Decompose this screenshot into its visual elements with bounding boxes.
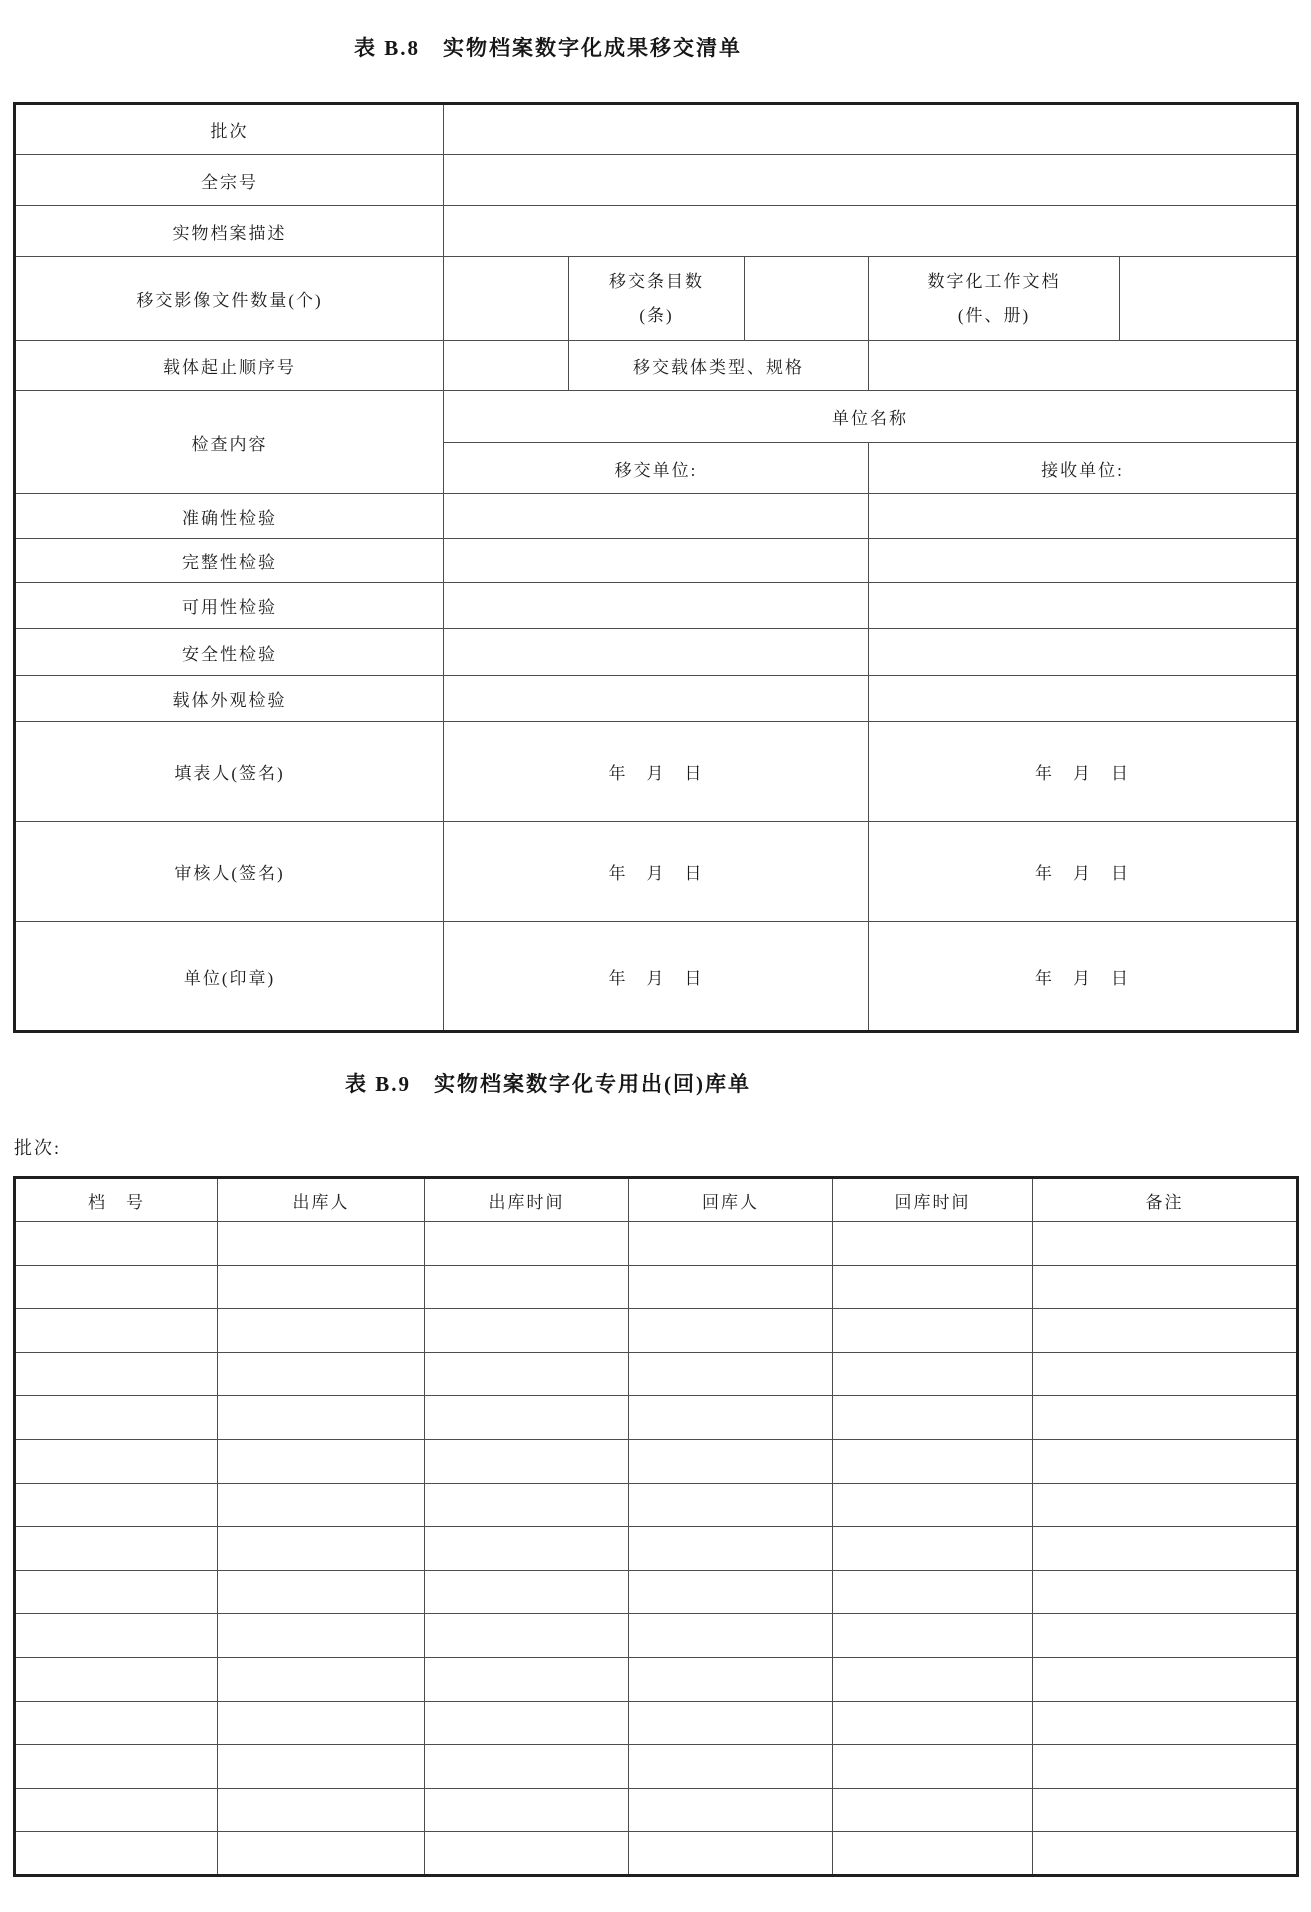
b9-empty-cell — [833, 1657, 1033, 1701]
b9-empty-cell — [833, 1832, 1033, 1876]
b9-empty-cell — [425, 1701, 629, 1745]
b9-empty-cell — [833, 1788, 1033, 1832]
b9-empty-cell — [15, 1570, 218, 1614]
b9-empty-cell — [629, 1352, 833, 1396]
b9-empty-cell — [15, 1396, 218, 1440]
b8-label-entry-count-line2: (条) — [639, 305, 674, 325]
b8-label-check-security: 安全性检验 — [15, 629, 444, 676]
b8-date-reviewer-transfer: 年 月 日 — [444, 822, 869, 922]
b8-row-batch — [15, 104, 1298, 155]
b9-empty-cell — [833, 1614, 1033, 1658]
table-b9-title: 表 B.9 实物档案数字化专用出(回)库单 — [345, 1072, 751, 1096]
b8-row-unit-seal — [15, 922, 1298, 1032]
b9-empty-cell — [218, 1439, 425, 1483]
b8-value-batch — [444, 104, 1298, 155]
b9-empty-cell — [833, 1309, 1033, 1353]
b9-empty-cell — [15, 1439, 218, 1483]
b9-empty-cell — [833, 1396, 1033, 1440]
b9-empty-rows — [15, 1222, 1298, 1876]
b9-empty-cell — [1033, 1439, 1298, 1483]
b8-row-check-accuracy — [15, 494, 1298, 539]
b8-value-check-integrity-receive — [869, 539, 1298, 583]
b8-row-description — [15, 206, 1298, 257]
b8-date-filler-receive: 年 月 日 — [869, 722, 1298, 822]
b9-empty-cell — [425, 1439, 629, 1483]
b9-empty-cell — [15, 1657, 218, 1701]
b9-empty-cell — [15, 1309, 218, 1353]
b9-empty-cell — [1033, 1309, 1298, 1353]
b8-label-image-file-count: 移交影像文件数量(个) — [15, 257, 444, 341]
b8-row-check-security — [15, 629, 1298, 676]
b8-label-description: 实物档案描述 — [15, 206, 444, 257]
b9-empty-cell — [425, 1570, 629, 1614]
b9-empty-cell — [218, 1352, 425, 1396]
b8-label-reviewer-sign: 审核人(签名) — [15, 822, 444, 922]
b8-value-check-accuracy-receive — [869, 494, 1298, 539]
b9-empty-cell — [218, 1657, 425, 1701]
b9-empty-cell — [629, 1788, 833, 1832]
b9-empty-cell — [425, 1352, 629, 1396]
b8-row-check-integrity — [15, 539, 1298, 583]
b9-empty-row — [15, 1222, 1298, 1266]
b9-empty-cell — [1033, 1657, 1298, 1701]
b9-empty-cell — [15, 1352, 218, 1396]
b9-empty-row — [15, 1527, 1298, 1571]
b8-label-work-doc — [869, 257, 1120, 341]
b9-empty-cell — [1033, 1352, 1298, 1396]
b9-empty-cell — [629, 1745, 833, 1789]
b9-empty-cell — [1033, 1832, 1298, 1876]
b9-empty-row — [15, 1265, 1298, 1309]
b9-empty-cell — [425, 1309, 629, 1353]
b9-empty-row — [15, 1309, 1298, 1353]
b9-empty-cell — [425, 1222, 629, 1266]
b9-empty-cell — [629, 1265, 833, 1309]
b9-empty-cell — [629, 1527, 833, 1571]
b9-empty-cell — [218, 1265, 425, 1309]
b8-label-batch: 批次 — [15, 104, 444, 155]
b9-empty-cell — [15, 1222, 218, 1266]
b8-row-fonds-no — [15, 155, 1298, 206]
b9-empty-cell — [1033, 1788, 1298, 1832]
b8-value-check-security-transfer — [444, 629, 869, 676]
b9-empty-cell — [425, 1614, 629, 1658]
table-b9 — [13, 1176, 1299, 1877]
b9-empty-row — [15, 1701, 1298, 1745]
b8-value-entry-count — [745, 257, 869, 341]
b9-empty-row — [15, 1352, 1298, 1396]
b9-empty-cell — [629, 1483, 833, 1527]
b9-empty-cell — [1033, 1570, 1298, 1614]
b9-empty-cell — [218, 1309, 425, 1353]
b9-header-out-time: 出库时间 — [425, 1178, 629, 1222]
b8-row-unit-name — [15, 391, 1298, 443]
b8-value-description — [444, 206, 1298, 257]
b9-empty-cell — [15, 1701, 218, 1745]
b9-empty-cell — [1033, 1701, 1298, 1745]
b9-empty-row — [15, 1614, 1298, 1658]
b9-empty-cell — [15, 1614, 218, 1658]
b9-empty-cell — [425, 1396, 629, 1440]
b9-empty-cell — [629, 1309, 833, 1353]
b9-empty-row — [15, 1657, 1298, 1701]
b8-label-work-doc-line1: 数字化工作文档 — [927, 271, 1061, 291]
b9-empty-cell — [833, 1745, 1033, 1789]
b8-row-carrier — [15, 341, 1298, 391]
b9-empty-cell — [629, 1396, 833, 1440]
b8-label-unit-seal: 单位(印章) — [15, 922, 444, 1032]
b8-value-check-usability-receive — [869, 583, 1298, 629]
b9-empty-cell — [218, 1483, 425, 1527]
b9-header-row — [15, 1178, 1298, 1222]
b9-empty-cell — [218, 1701, 425, 1745]
b8-value-image-file-count — [444, 257, 569, 341]
b8-row-check-appearance — [15, 676, 1298, 722]
b8-value-carrier-seq — [444, 341, 569, 391]
b8-label-check-accuracy: 准确性检验 — [15, 494, 444, 539]
b9-empty-cell — [425, 1527, 629, 1571]
b8-value-check-appearance-transfer — [444, 676, 869, 722]
b9-empty-cell — [15, 1788, 218, 1832]
b8-row-counts — [15, 257, 1298, 341]
b9-empty-cell — [629, 1614, 833, 1658]
b9-empty-cell — [629, 1439, 833, 1483]
b9-empty-cell — [1033, 1745, 1298, 1789]
b9-empty-cell — [425, 1657, 629, 1701]
b8-date-seal-receive: 年 月 日 — [869, 922, 1298, 1032]
b9-empty-cell — [833, 1439, 1033, 1483]
b9-empty-row — [15, 1570, 1298, 1614]
b9-empty-cell — [629, 1701, 833, 1745]
b8-label-fonds-no: 全宗号 — [15, 155, 444, 206]
b8-row-filler — [15, 722, 1298, 822]
b8-header-unit-name: 单位名称 — [444, 391, 1298, 443]
b9-empty-row — [15, 1788, 1298, 1832]
b8-value-check-integrity-transfer — [444, 539, 869, 583]
b9-empty-cell — [218, 1614, 425, 1658]
b9-empty-row — [15, 1396, 1298, 1440]
b8-label-entry-count — [569, 257, 745, 341]
b8-value-work-doc — [1120, 257, 1298, 341]
b9-empty-cell — [1033, 1265, 1298, 1309]
b9-empty-cell — [1033, 1222, 1298, 1266]
table-b8 — [13, 102, 1299, 1033]
b8-row-reviewer — [15, 822, 1298, 922]
b9-empty-row — [15, 1483, 1298, 1527]
b9-empty-cell — [15, 1527, 218, 1571]
b9-empty-cell — [833, 1570, 1033, 1614]
b8-label-carrier-type: 移交载体类型、规格 — [569, 341, 869, 391]
b9-empty-cell — [629, 1570, 833, 1614]
b9-empty-cell — [218, 1396, 425, 1440]
b9-empty-cell — [15, 1483, 218, 1527]
b9-empty-cell — [218, 1527, 425, 1571]
b9-empty-cell — [1033, 1396, 1298, 1440]
b8-value-carrier-type — [869, 341, 1298, 391]
table-b8-title: 表 B.8 实物档案数字化成果移交清单 — [353, 36, 742, 60]
b8-value-check-security-receive — [869, 629, 1298, 676]
b8-label-receive-unit: 接收单位: — [869, 443, 1298, 494]
b9-header-return-person: 回库人 — [629, 1178, 833, 1222]
b9-empty-cell — [833, 1352, 1033, 1396]
b8-date-filler-transfer: 年 月 日 — [444, 722, 869, 822]
b9-batch-label: 批次: — [14, 1138, 62, 1158]
b8-label-carrier-seq: 载体起止顺序号 — [15, 341, 444, 391]
b9-empty-cell — [1033, 1527, 1298, 1571]
b8-label-work-doc-line2: (件、册) — [957, 305, 1031, 325]
b8-label-check-appearance: 载体外观检验 — [15, 676, 444, 722]
b9-header-file-no: 档 号 — [15, 1178, 218, 1222]
b8-label-check-integrity: 完整性检验 — [15, 539, 444, 583]
b8-value-check-usability-transfer — [444, 583, 869, 629]
b9-empty-cell — [15, 1832, 218, 1876]
b8-value-check-appearance-receive — [869, 676, 1298, 722]
b8-label-entry-count-line1: 移交条目数 — [609, 271, 704, 291]
b9-empty-cell — [1033, 1614, 1298, 1658]
b8-date-seal-transfer: 年 月 日 — [444, 922, 869, 1032]
b9-empty-cell — [833, 1527, 1033, 1571]
b9-empty-cell — [15, 1745, 218, 1789]
b9-empty-cell — [15, 1265, 218, 1309]
b9-header-remarks: 备注 — [1033, 1178, 1298, 1222]
b9-empty-cell — [833, 1265, 1033, 1309]
b8-label-transfer-unit: 移交单位: — [444, 443, 869, 494]
b8-row-check-usability — [15, 583, 1298, 629]
b8-label-check-content: 检查内容 — [15, 391, 444, 494]
b8-label-check-usability: 可用性检验 — [15, 583, 444, 629]
b9-header-return-time: 回库时间 — [833, 1178, 1033, 1222]
b9-empty-cell — [425, 1832, 629, 1876]
b9-empty-row — [15, 1832, 1298, 1876]
b9-empty-cell — [425, 1745, 629, 1789]
b9-empty-cell — [218, 1788, 425, 1832]
b9-empty-row — [15, 1439, 1298, 1483]
b9-empty-cell — [425, 1483, 629, 1527]
b9-empty-cell — [833, 1701, 1033, 1745]
b9-empty-cell — [629, 1657, 833, 1701]
b8-label-filler-sign: 填表人(签名) — [15, 722, 444, 822]
b9-empty-cell — [218, 1745, 425, 1789]
b8-value-check-accuracy-transfer — [444, 494, 869, 539]
b8-value-fonds-no — [444, 155, 1298, 206]
b9-empty-cell — [218, 1570, 425, 1614]
b9-empty-cell — [833, 1483, 1033, 1527]
b9-empty-cell — [629, 1222, 833, 1266]
b9-empty-cell — [425, 1265, 629, 1309]
b9-empty-cell — [1033, 1483, 1298, 1527]
b9-empty-cell — [425, 1788, 629, 1832]
b8-date-reviewer-receive: 年 月 日 — [869, 822, 1298, 922]
b9-empty-cell — [833, 1222, 1033, 1266]
b9-empty-cell — [629, 1832, 833, 1876]
b9-empty-cell — [218, 1222, 425, 1266]
b9-header-out-person: 出库人 — [218, 1178, 425, 1222]
b9-empty-cell — [218, 1832, 425, 1876]
b9-empty-row — [15, 1745, 1298, 1789]
